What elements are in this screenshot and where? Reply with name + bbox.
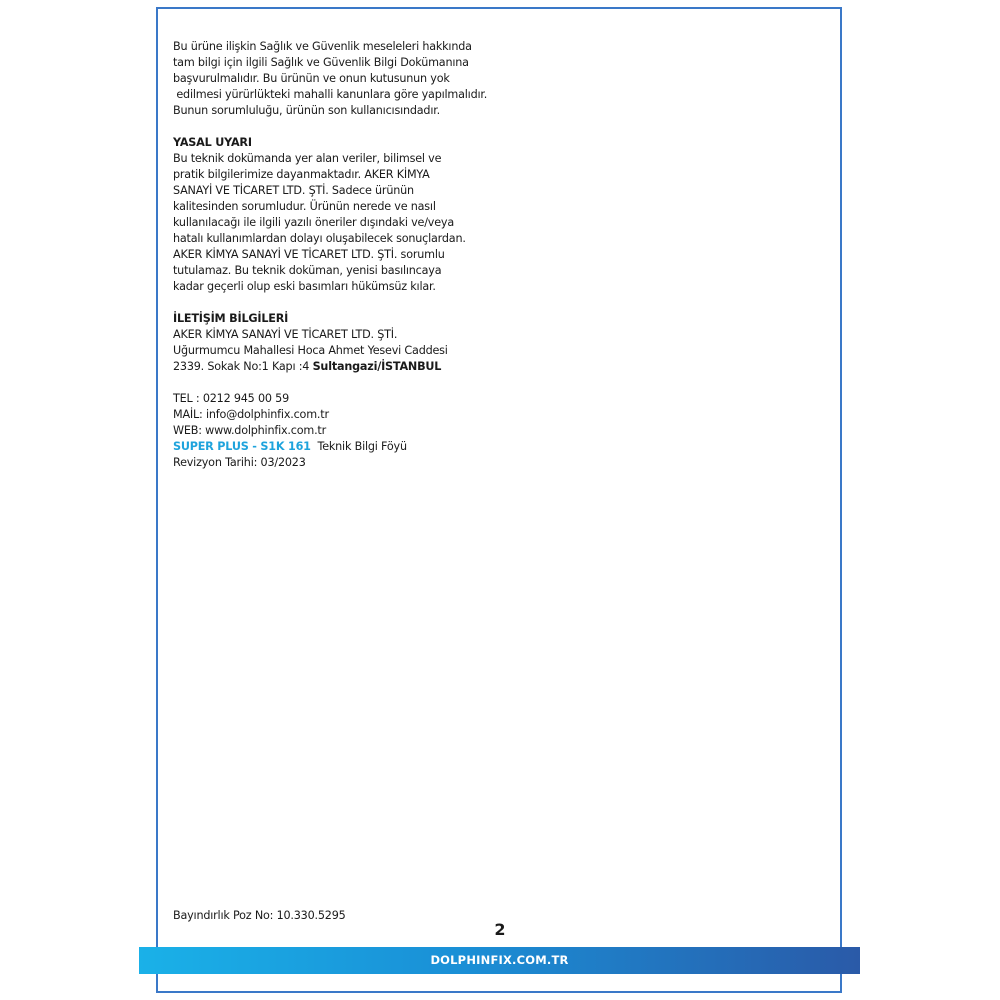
address-line-2 — [173, 359, 533, 375]
legal-heading: YASAL UYARI — [173, 136, 252, 149]
intro-line: Bu ürüne ilişkin Sağlık ve Güvenlik meseleleri hakkında — [173, 40, 472, 53]
document-type: Teknik Bilgi Föyü — [310, 440, 407, 453]
intro-line: Bunun sorumluluğu, ürünün son kullanıcısındadır. — [173, 104, 440, 117]
phone-number: TEL : 0212 945 00 59 — [173, 392, 289, 405]
address-city: İSTANBUL — [381, 360, 442, 373]
legal-line: hatalı kullanımlardan dolayı oluşabilecek sonuçlardan. — [173, 232, 466, 245]
page-number: 2 — [494, 920, 506, 939]
legal-line: kalitesinden sorumludur. Ürünün nerede ve nasıl — [173, 200, 436, 213]
legal-line: pratik bilgilerimize dayanmaktadır. AKER KİMYA — [173, 168, 430, 181]
product-line — [173, 439, 533, 455]
footer-bar — [139, 947, 860, 974]
revision-date: Revizyon Tarihi: 03/2023 — [173, 456, 306, 469]
legal-line: Bu teknik dokümanda yer alan veriler, bilimsel ve — [173, 152, 442, 165]
legal-line: kullanılacağı ile ilgili yazılı öneriler dışındaki ve/veya — [173, 216, 454, 229]
legal-line: tutulamaz. Bu teknik doküman, yenisi basılıncaya — [173, 264, 442, 277]
intro-line: başvurulmalıdır. Bu ürünün ve onun kutusunun yok — [173, 72, 450, 85]
contact-heading: İLETİŞİM BİLGİLERİ — [173, 312, 289, 325]
poz-number: Bayındırlık Poz No: 10.330.5295 — [173, 909, 346, 922]
legal-line: kadar geçerli olup eski basımları hükümsüz kılar. — [173, 280, 436, 293]
product-name: SUPER PLUS - S1K 161 — [173, 440, 311, 453]
address-street: 2339. Sokak No:1 Kapı :4 — [173, 360, 313, 373]
email-address: MAİL: info@dolphinfix.com.tr — [173, 408, 329, 421]
document-body — [173, 39, 533, 471]
intro-line: edilmesi yürürlükteki mahalli kanunlara göre yapılmalıdır. — [173, 88, 488, 101]
address-line: Uğurmumcu Mahallesi Hoca Ahmet Yesevi Caddesi — [173, 344, 448, 357]
address-district: Sultangazi/ — [312, 360, 382, 373]
website: WEB: www.dolphinfix.com.tr — [173, 424, 327, 437]
legal-line: SANAYİ VE TİCARET LTD. ŞTİ. Sadece ürünün — [173, 184, 414, 197]
footer-website: DOLPHINFIX.COM.TR — [430, 953, 569, 967]
company-name: AKER KİMYA SANAYİ VE TİCARET LTD. ŞTİ. — [173, 328, 398, 341]
legal-line: AKER KİMYA SANAYİ VE TİCARET LTD. ŞTİ. sorumlu — [173, 248, 445, 261]
intro-line: tam bilgi için ilgili Sağlık ve Güvenlik Bilgi Dokümanına — [173, 56, 469, 69]
